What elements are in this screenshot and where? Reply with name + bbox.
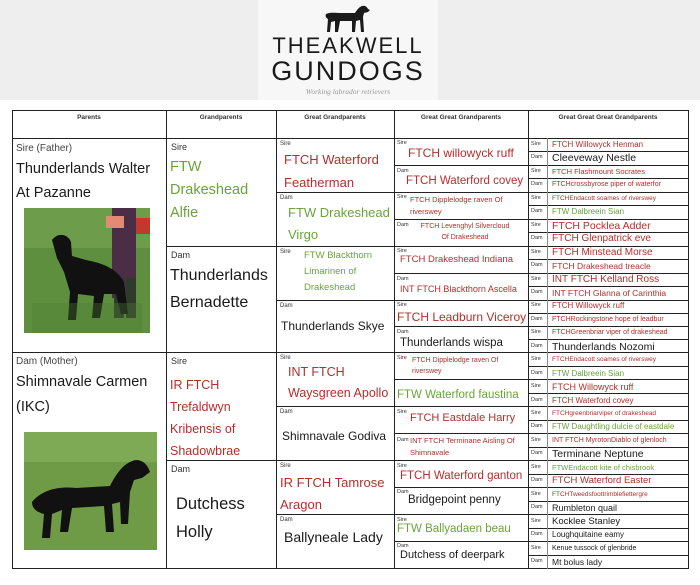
gg-grandparent-10: FTW Waterford faustina	[397, 389, 519, 401]
gg-grandparent-5-role: Sire	[397, 248, 407, 254]
great-grandparent-5: INT FTCH Waysgreen Apollo	[288, 365, 389, 400]
column-header-grandparents: Grandparents	[199, 114, 243, 121]
ggg-grandparent: FTCH Drakeshead treacle	[552, 261, 651, 272]
grandparent-4-role: Dam	[171, 464, 191, 474]
ggg-grandparent-role: Sire	[531, 544, 541, 551]
great-grandparent-3: FTW Blackthorn Limarinen of Drakeshead	[304, 250, 373, 293]
ggg-grandparent: FTCH Willowyck ruff	[552, 301, 625, 311]
ggg-grandparent-role: Dam	[531, 315, 543, 322]
great-grandparent-1-role: Sire	[280, 141, 291, 147]
great-grandparent-8-role: Dam	[280, 517, 293, 523]
ggg-grandparent: INT FTCH Kelland Ross	[552, 273, 660, 285]
ggg-grandparent-role: Sire	[531, 302, 541, 309]
sire-father-label: Sire (Father)	[16, 143, 73, 154]
ggg-grandparent-role: Dam	[531, 504, 543, 511]
ggg-grandparent-role: Sire	[531, 248, 541, 255]
grandparent-1-role: Sire	[171, 142, 188, 152]
gg-grandparent-16: Dutchess of deerpark	[400, 549, 505, 561]
ggg-grandparent-role: Dam	[531, 288, 543, 295]
ggg-grandparent: FTWEndacott kite of chisbrook	[552, 462, 655, 472]
sire-name: Thunderlands Walter At Pazanne	[16, 161, 151, 201]
gg-grandparent-2-role: Dam	[397, 168, 409, 174]
ggg-grandparent: FTCHEndacott soames of riverswey	[552, 356, 657, 364]
great-grandparent-4: Thunderlands Skye	[281, 319, 385, 333]
gg-grandparent-4-role: Dam	[397, 222, 409, 228]
gg-grandparent-13: FTCH Waterford ganton	[400, 470, 523, 482]
great-grandparent-4-role: Dam	[280, 303, 293, 309]
gg-grandparent-9-role: Sire	[397, 355, 407, 361]
great-grandparent-2: FTW Drakeshead Virgo	[288, 205, 390, 242]
ggg-grandparent: Terminane Neptune	[552, 448, 644, 461]
ggg-grandparent-role: Sire	[531, 410, 541, 416]
great-grandparent-5-role: Sire	[280, 355, 291, 361]
ggg-grandparent: FTW Dalbreein Sian	[552, 368, 625, 378]
ggg-grandparent-role: Dam	[531, 450, 543, 457]
column-header-parents: Parents	[77, 114, 101, 121]
ggg-grandparent: FTCHGreenbriar viper of drakeshead	[552, 329, 668, 337]
dam-photo	[24, 432, 157, 550]
gg-grandparent-15-role: Sire	[397, 517, 407, 523]
ggg-grandparent-role: Sire	[531, 383, 541, 390]
ggg-grandparent: FTW Daughtling dulcie of eastdale	[552, 422, 675, 432]
labrador-logo-icon	[322, 2, 372, 34]
great-grandparent-7: IR FTCH Tamrose Aragon	[280, 475, 385, 512]
ggg-grandparent: FTCHcrossbyrose piper of waterfor	[552, 181, 661, 189]
ggg-grandparent: Kocklee Stanley	[552, 515, 621, 527]
ggg-grandparent-role: Sire	[531, 356, 541, 363]
ggg-grandparent-role: Sire	[531, 436, 541, 443]
gg-grandparent-7-role: Sire	[397, 302, 407, 308]
ggg-grandparent: INT FTCH Glanna of Carinthia	[552, 287, 667, 298]
ggg-grandparent: FTCHEndacott soames of riverswey	[552, 194, 657, 202]
ggg-grandparent: FTCHgreenbriarviper of drakeshead	[552, 410, 657, 417]
ggg-grandparent-role: Sire	[531, 194, 541, 201]
ggg-grandparent-role: Dam	[531, 477, 543, 484]
gg-grandparent-9: FTCH Dipplelodge raven Of riverswey	[412, 357, 499, 375]
ggg-grandparent-role: Dam	[531, 531, 543, 538]
ggg-grandparent-role: Dam	[531, 423, 543, 430]
gg-grandparent-11-role: Sire	[397, 409, 407, 415]
grandparent-1: FTW Drakeshead Alfie	[170, 159, 249, 221]
column-header-ggg-grandparents: Great Great Great Grandparents	[558, 114, 658, 121]
dam-name: Shimnavale Carmen (IKC)	[16, 374, 148, 415]
grandparent-2: Thunderlands Bernadette	[170, 267, 268, 311]
ggg-grandparent: INT FTCH MyrotonDiablo of glenloch	[552, 436, 667, 444]
ggg-grandparent: FTCH Pocklea Adder	[552, 219, 651, 232]
gg-grandparent-3: FTCH Dipplelodge raven Of riverswey	[410, 195, 503, 216]
gg-grandparent-15: FTW Ballyadaen beau	[397, 523, 511, 535]
ggg-grandparent-role: Dam	[531, 557, 543, 564]
column-header-great-grandparents: Great Grandparents	[304, 114, 366, 121]
brand-name-line2: GUNDOGS	[271, 56, 425, 86]
ggg-grandparent: FTCH Willowyck Henman	[552, 140, 644, 149]
brand-tagline: Working labrador retrievers	[305, 87, 391, 96]
gg-grandparent-8: Thunderlands wispa	[400, 337, 503, 349]
gg-grandparent-13-role: Sire	[397, 463, 407, 469]
gg-grandparent-12-role: Dam	[397, 437, 409, 443]
ggg-grandparent: Rumbleton quail	[552, 503, 618, 514]
gg-grandparent-11: FTCH Eastdale Harry	[410, 412, 516, 424]
ggg-grandparent-role: Dam	[531, 342, 543, 349]
grandparent-3: IR FTCH Trefaldwyn Kribensis of Shadowbrae	[170, 378, 241, 458]
sire-photo	[24, 208, 150, 333]
ggg-grandparent-role: Sire	[531, 329, 541, 336]
grandparent-4: Dutchess Holly	[176, 495, 245, 541]
ggg-grandparent: Cleeveway Nestle	[552, 152, 637, 165]
gg-grandparent-14: Bridgepoint penny	[408, 494, 501, 506]
great-grandparent-6: Shimnavale Godiva	[282, 429, 387, 443]
gg-grandparent-1: FTCH willowyck ruff	[408, 146, 514, 160]
ggg-grandparent-role: Dam	[531, 369, 543, 376]
ggg-grandparent-role: Dam	[531, 181, 543, 188]
ggg-grandparent: FTW Dalbreein Sian	[552, 207, 625, 217]
ggg-grandparent: FTCH Flashmount Socrates	[552, 166, 645, 176]
ggg-grandparent: FTCH Glenpatrick eve	[552, 233, 651, 245]
ggg-grandparent: FTCHTweedsfoottrimblefiettergre	[552, 490, 648, 498]
ggg-grandparent: FTCH Waterford covey	[552, 395, 634, 405]
column-header-gg-grandparents: Great Great Grandparents	[420, 114, 502, 121]
gg-grandparent-6-role: Dam	[397, 276, 409, 282]
ggg-grandparent: Kenue tussock of glenbride	[552, 544, 637, 552]
gg-grandparent-3-role: Sire	[397, 194, 407, 200]
ggg-grandparent-role: Sire	[531, 141, 541, 147]
ggg-grandparent-role: Dam	[531, 262, 543, 269]
ggg-grandparent: FTCHRockingstone hope of leadbur	[552, 315, 664, 323]
great-grandparent-1: FTCH Waterford Featherman	[284, 152, 379, 190]
ggg-grandparent-role: Sire	[531, 167, 541, 174]
ggg-grandparent-role: Dam	[531, 235, 543, 242]
brand-name-line1: THEAKWELL	[272, 33, 424, 58]
gg-grandparent-6: INT FTCH Blackthorn Ascella	[400, 284, 517, 294]
ggg-grandparent-role: Dam	[531, 396, 543, 403]
ggg-grandparent-role: Sire	[531, 490, 541, 497]
ggg-grandparent: FTCH Waterford Easter	[552, 475, 652, 487]
great-grandparent-7-role: Sire	[280, 463, 291, 469]
great-grandparent-6-role: Dam	[280, 409, 293, 415]
great-grandparent-2-role: Dam	[280, 195, 293, 201]
ggg-grandparent-role: Sire	[531, 517, 541, 524]
ggg-grandparent: Loughquitaine eamy	[552, 530, 625, 540]
gg-grandparent-12: INT FTCH Terminane Aisling Of Shimnavale	[410, 436, 515, 457]
grandparent-3-role: Sire	[171, 356, 188, 366]
ggg-grandparent-role: Sire	[531, 275, 541, 282]
ggg-grandparent: FTCH Willowyck ruff	[552, 382, 634, 393]
gg-grandparent-5: FTCH Drakeshead Indiana	[400, 254, 513, 265]
dam-mother-label: Dam (Mother)	[16, 356, 78, 367]
ggg-grandparent-role: Dam	[531, 208, 543, 215]
gg-grandparent-8-role: Dam	[397, 329, 409, 335]
ggg-grandparent: FTCH Minstead Morse	[552, 246, 653, 258]
gg-grandparent-4: FTCH Levenghyl Silvercloud Of Drakeshead	[420, 223, 510, 241]
ggg-grandparent: Thunderlands Nozomi	[552, 340, 655, 353]
ggg-grandparent: Mt bolus lady	[552, 556, 603, 567]
ggg-grandparent-role: Dam	[531, 154, 543, 161]
grandparent-2-role: Dam	[171, 250, 191, 260]
great-grandparent-3-role: Sire	[280, 249, 291, 255]
gg-grandparent-16-role: Dam	[397, 543, 409, 549]
gg-grandparent-7: FTCH Leadburn Viceroy	[397, 310, 527, 324]
gg-grandparent-14-role: Dam	[397, 489, 409, 495]
great-grandparent-8: Ballyneale Lady	[284, 529, 383, 545]
ggg-grandparent-role: Sire	[531, 221, 541, 228]
ggg-grandparent-role: Sire	[531, 463, 541, 470]
gg-grandparent-1-role: Sire	[397, 140, 407, 146]
gg-grandparent-2: FTCH Waterford covey	[406, 175, 524, 187]
